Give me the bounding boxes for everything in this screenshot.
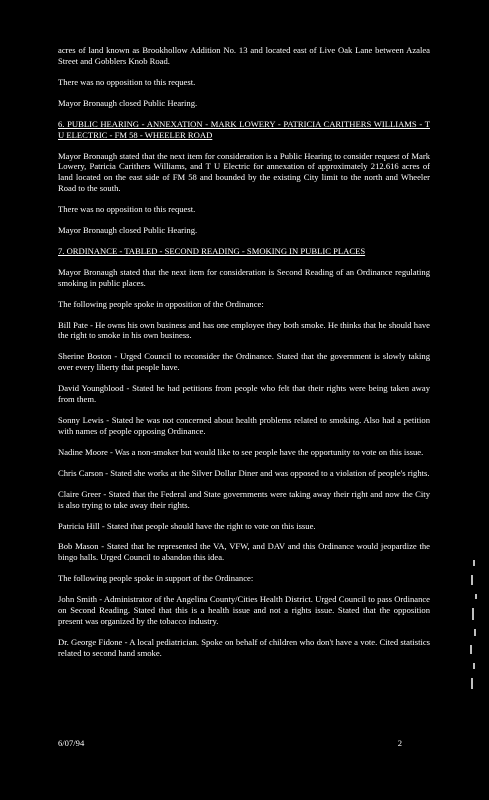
speaker-sonny-lewis: Sonny Lewis - Stated he was not concerned about health problems related to smoking. Also had a petition with names of people opposing Ordinance.	[58, 414, 430, 436]
item-6-heading: 6. PUBLIC HEARING - ANNEXATION - MARK LOWERY - PATRICIA CARITHERS WILLIAMS - T U ELECTRIC - FM 58 - WHEELER ROAD	[58, 118, 430, 140]
scan-edge-mark	[470, 645, 472, 654]
paragraph-annexation-description-end: acres of land known as Brookhollow Addition No. 13 and located east of Live Oak Lane between Azalea Street and Gobblers Knob Road.	[58, 45, 430, 66]
scan-edge-marks	[469, 560, 483, 790]
speaker-bob-mason: Bob Mason - Stated that he represented the VA, VFW, and DAV and this Ordinance would jeopardize the bingo halls. Urged Council to abandon this idea.	[58, 541, 430, 563]
speaker-sherine-boston: Sherine Boston - Urged Council to reconsider the Ordinance. Stated that the government is slowly taking over every liberty that people have.	[58, 351, 430, 373]
page-footer	[58, 738, 402, 748]
speaker-nadine-moore: Nadine Moore - Was a non-smoker but would like to see people have the opportunity to vote on this issue.	[58, 446, 424, 457]
speaker-patricia-hill: Patricia Hill - Stated that people should have the right to vote on this issue.	[58, 520, 316, 531]
scan-edge-mark	[473, 560, 475, 566]
footer-page-number: 2	[397, 738, 402, 748]
scan-edge-mark	[474, 629, 476, 636]
paragraph-item-6-description: Mayor Bronaugh stated that the next item for consideration is a Public Hearing to consider request of Mark Lowery, Patricia Carithers Williams, and T U Electric for annexation of approximately 212.616 acres of land located on the east side of FM 58 and bounded by the existing City limit to the north and Wheeler Road to the south.	[58, 150, 430, 193]
item-7-heading: 7. ORDINANCE - TABLED - SECOND READING - SMOKING IN PUBLIC PLACES	[58, 245, 366, 256]
minutes-body	[58, 45, 430, 669]
speaker-chris-carson: Chris Carson - Stated she works at the Silver Dollar Diner and was opposed to a violation of people's rights.	[58, 467, 430, 478]
paragraph-hearing-closed: Mayor Bronaugh closed Public Hearing.	[58, 224, 198, 235]
scan-edge-mark	[471, 678, 473, 689]
speaker-david-youngblood: David Youngblood - Stated he had petitions from people who felt that their rights were being taken away from them.	[58, 383, 430, 404]
speaker-john-smith: John Smith - Administrator of the Angelina County/Cities Health District. Urged Council to pass Ordinance on Second Reading. Stated that this is a health issue and not a rights issue. Stated that the opposition present was organized by the tobacco industry.	[58, 594, 430, 626]
scan-edge-mark	[475, 594, 477, 599]
paragraph-item-7-description: Mayor Bronaugh stated that the next item for consideration is Second Reading of an Ordinance regulating smoking in public places.	[58, 266, 430, 288]
scan-edge-mark	[472, 608, 474, 620]
scan-edge-mark	[471, 575, 473, 585]
speaker-george-fidone: Dr. George Fidone - A local pediatrician. Spoke on behalf of children who don't have a vote. Cited statistics related to second hand smoke.	[58, 636, 430, 658]
paragraph-opposition-intro: The following people spoke in opposition of the Ordinance:	[58, 298, 264, 309]
speaker-bill-pate: Bill Pate - He owns his own business and has one employee they both smoke. He thinks that he should have the right to smoke in his own business.	[58, 319, 430, 341]
paragraph-no-opposition: There was no opposition to this request.	[58, 203, 196, 214]
scan-edge-mark	[473, 663, 475, 669]
paragraph-no-opposition: There was no opposition to this request.	[58, 76, 196, 87]
speaker-claire-greer: Claire Greer - Stated that the Federal and State governments were taking away their right and now the City is also trying to take away their rights.	[58, 488, 430, 510]
footer-date: 6/07/94	[58, 738, 85, 748]
paragraph-hearing-closed: Mayor Bronaugh closed Public Hearing.	[58, 97, 198, 108]
paragraph-support-intro: The following people spoke in support of the Ordinance:	[58, 573, 254, 584]
